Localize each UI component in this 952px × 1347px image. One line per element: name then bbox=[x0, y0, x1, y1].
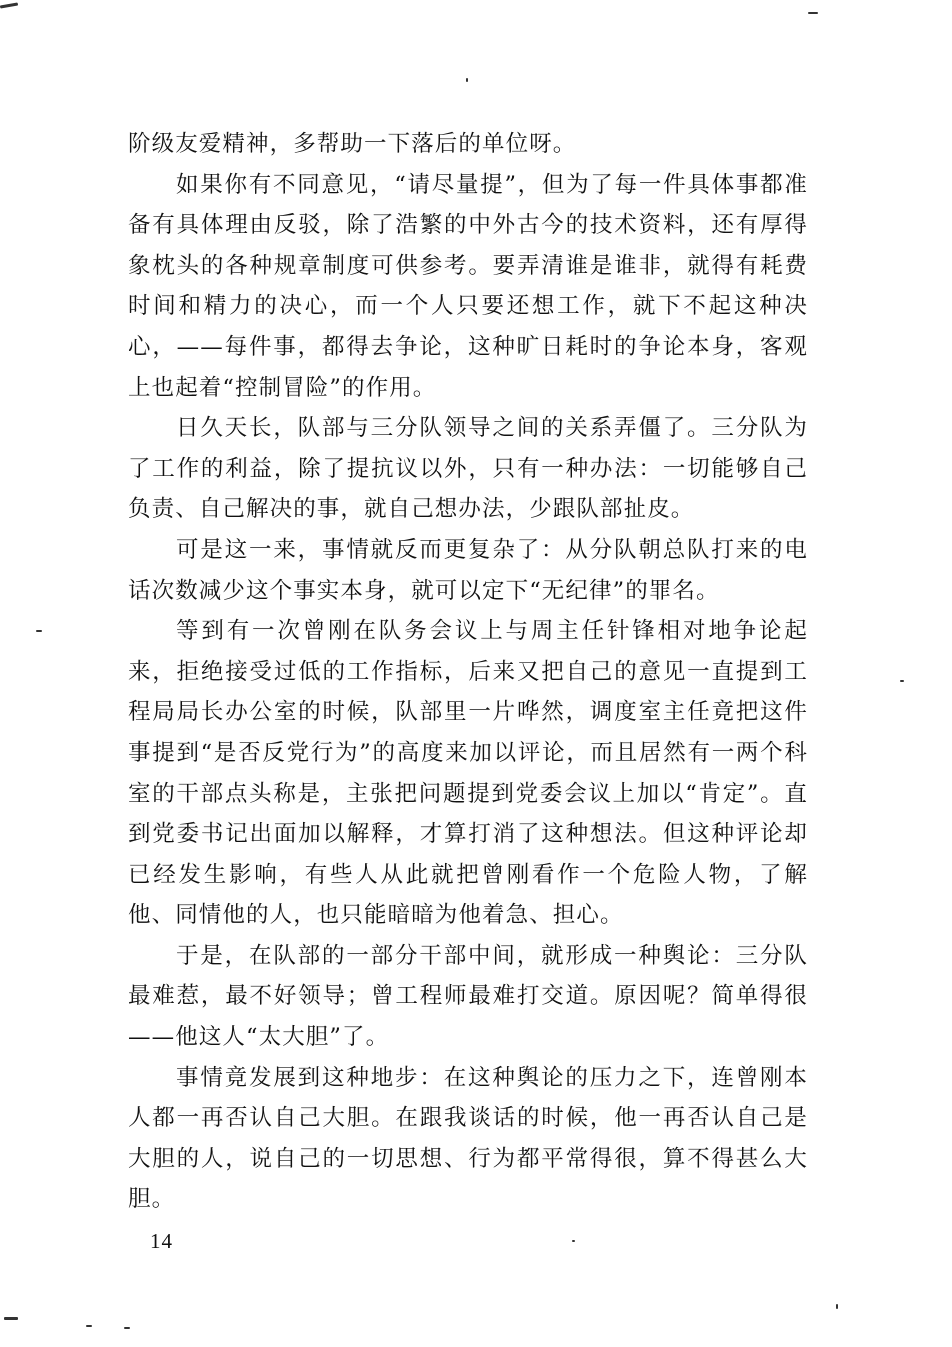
paragraph-5: 等到有一次曾刚在队务会议上与周主任针锋相对地争论起来，拒绝接受过低的工作指标，后来又把自己的意见一直提到工程局局长办公室的时候，队部里一片哗然，调度室主任竟把这件事提到“是否反党行为”的高度来加以评论，而且居然有一两个科室的干部点头称是，主张把问题提到党委会议上加以“肯定”。直到党委书记出面加以解释，才算打消了这种想法。但这种评论却已经发生影响，有些人从此就把曾刚看作一个危险人物，了解他、同情他的人，也只能暗暗为他着急、担心。 bbox=[128, 618, 808, 929]
scan-mark-left bbox=[36, 630, 42, 632]
paragraph-6: 于是，在队部的一部分干部中间，就形成一种舆论：三分队最难惹，最不好领导；曾工程师最难打交道。原因呢？简单得很——他这人“太大胆”了。 bbox=[128, 942, 808, 1051]
paragraph-7: 事情竟发展到这种地步：在这种舆论的压力之下，连曾刚本人都一再否认自己大胆。在跟我谈话的时候，他一再否认自己是大胆的人，说自己的一切思想、行为都平常得很，算不得甚么大胆。 bbox=[128, 1064, 808, 1213]
scan-mark-bottom-center bbox=[572, 1240, 575, 1242]
scan-mark-bottom-left-1 bbox=[4, 1317, 18, 1320]
scan-mark-right bbox=[900, 680, 904, 682]
scan-mark-top-right bbox=[808, 12, 818, 14]
page-number: 14 bbox=[150, 1229, 173, 1253]
paragraph-1: 阶级友爱精神，多帮助一下落后的单位呀。 bbox=[128, 131, 577, 157]
scan-mark-top-left bbox=[0, 2, 18, 8]
scan-mark-top-center bbox=[466, 78, 468, 82]
paragraph-3: 日久天长，队部与三分队领导之间的关系弄僵了。三分队为了工作的利益，除了提抗议以外，只有一种办法：一切能够自己负责、自己解决的事，就自己想办法，少跟队部扯皮。 bbox=[128, 415, 808, 523]
body-text bbox=[128, 124, 808, 1220]
paragraph-2: 如果你有不同意见，“请尽量提”，但为了每一件具体事都准备有具体理由反驳，除了浩繁的中外古今的技术资料，还有厚得象枕头的各种规章制度可供参考。要弄清谁是谁非，就得有耗费时间和精力的决心，而一个人只要还想工作，就下不起这种决心，——每件事，都得去争论，这种旷日耗时的争论本身，客观上也起着“控制冒险”的作用。 bbox=[128, 171, 808, 401]
scan-mark-bottom-right bbox=[836, 1304, 838, 1309]
paragraph-4: 可是这一来，事情就反而更复杂了：从分队朝总队打来的电话次数减少这个事实本身，就可以定下“无纪律”的罪名。 bbox=[128, 536, 808, 604]
scan-mark-bottom-left-3 bbox=[124, 1327, 130, 1329]
scan-mark-bottom-left-2 bbox=[86, 1325, 92, 1327]
